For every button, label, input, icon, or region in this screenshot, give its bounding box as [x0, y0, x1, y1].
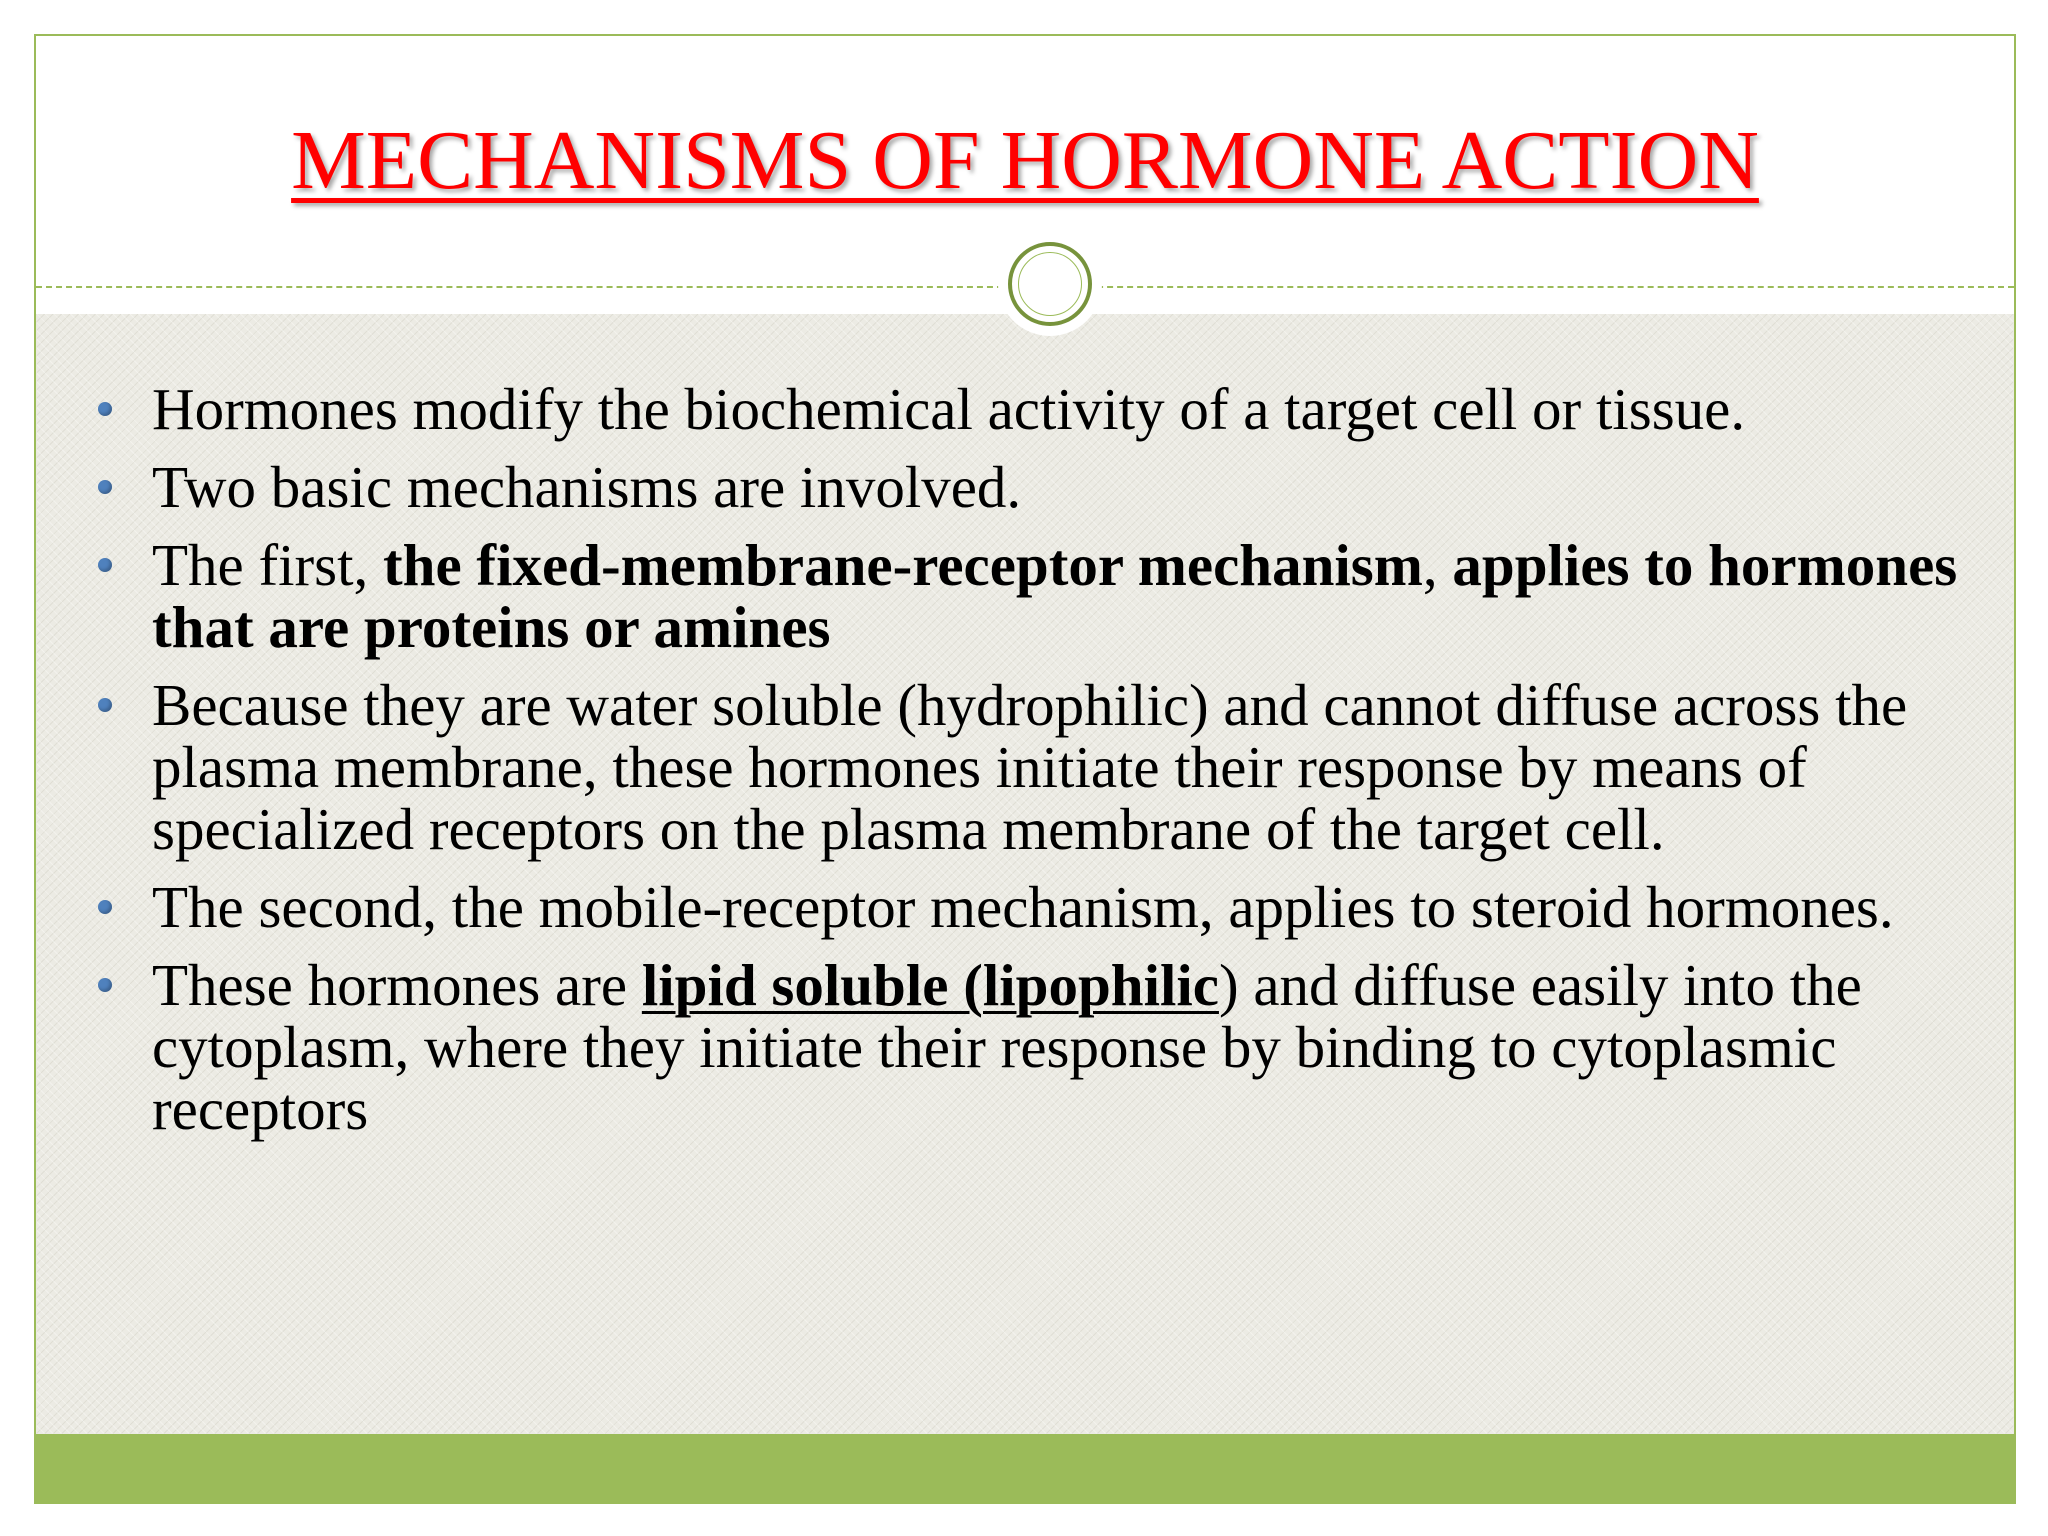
bullet-text-bold: applies to hormones that are proteins or amines	[152, 532, 1958, 660]
bullet-item	[36, 674, 2014, 860]
bullet-text: The first,	[152, 532, 384, 598]
bullet-text: ) and diffuse easily into the cytoplasm, where they initiate their response by binding to cytoplasmic receptors	[152, 952, 1862, 1142]
bullet-item	[36, 456, 2014, 518]
bullet-text: Two basic mechanisms are involved.	[152, 454, 1022, 520]
bullet-text: Because they are water soluble (hydrophilic) and cannot diffuse across the plasma membrane, these hormones initiate their response by means of specialized receptors on the plasma membrane of the target cell.	[152, 672, 1908, 862]
circle-ornament-icon	[998, 232, 1102, 336]
bullet-text: Hormones modify the biochemical activity of a target cell or tissue.	[152, 376, 1746, 442]
bullet-text: ,	[1422, 532, 1453, 598]
slide-title: MECHANISMS OF HORMONE ACTION	[291, 114, 1759, 207]
bullet-dot-icon	[98, 558, 112, 572]
bullet-list	[36, 378, 2014, 1156]
bottom-accent-band	[36, 1434, 2014, 1504]
bullet-dot-icon	[98, 402, 112, 416]
bullet-item	[36, 534, 2014, 658]
bullet-item	[36, 378, 2014, 440]
bullet-dot-icon	[98, 698, 112, 712]
bullet-text-bold-underline: lipid soluble (lipophilic	[641, 952, 1219, 1018]
ornament-ring	[1008, 242, 1092, 326]
slide	[34, 34, 2016, 1504]
ornament-ring-inner	[1018, 252, 1082, 316]
bullet-dot-icon	[98, 480, 112, 494]
bullet-dot-icon	[98, 900, 112, 914]
bullet-text-bold: the fixed-membrane-receptor mechanism	[383, 532, 1423, 598]
bullet-item	[36, 876, 2014, 938]
bullet-item	[36, 954, 2014, 1140]
bullet-text: The second, the mobile-receptor mechanism, applies to steroid hormones.	[152, 874, 1894, 940]
bullet-text: These hormones are	[152, 952, 642, 1018]
bullet-dot-icon	[98, 978, 112, 992]
